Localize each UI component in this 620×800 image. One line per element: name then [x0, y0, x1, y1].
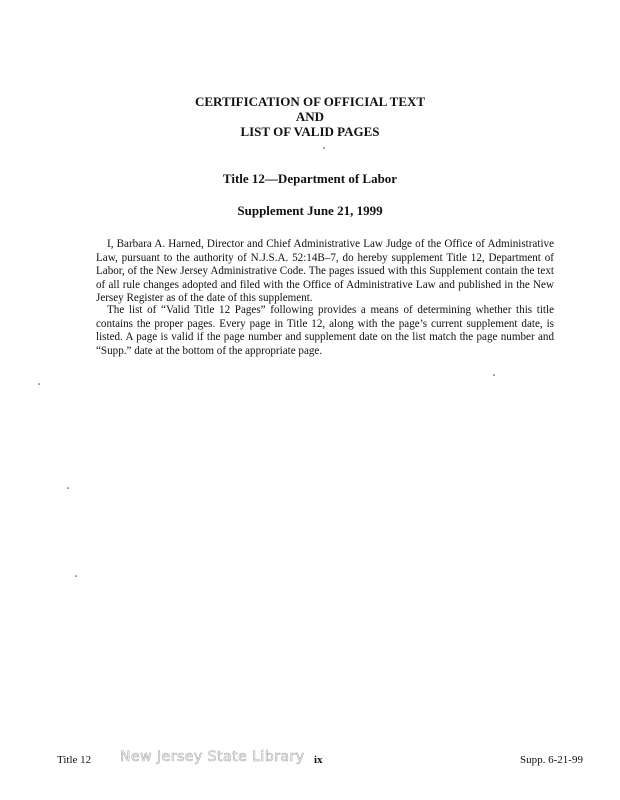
- footer-title: Title 12: [57, 754, 92, 766]
- scan-speck: [323, 147, 325, 149]
- heading-line-3: LIST OF VALID PAGES: [240, 124, 380, 139]
- valid-pages-paragraph: The list of “Valid Title 12 Pages” following provides a means of determining whether this title contains the proper pages. Every page in Title 12, along with the page’s current supplement date, is listed. A page is valid if the page number and supplement date on the list match the page number and “Supp.” date at the bottom of the appropriate page.: [96, 304, 554, 357]
- certification-paragraph: I, Barbara A. Harned, Director and Chief Administrative Law Judge of the Office of Administrative Law, pursuant to the authority of N.J.S.A. 52:14B–7, do hereby supplement Title 12, Department of Labor, of the New Jersey Administrative Code. The pages issued with this Supplement contain the text of all rule changes adopted and filed with the Office of Administrative Law and published in the New Jersey Register as of the date of this supplement.: [96, 238, 554, 305]
- certification-heading: [0, 94, 620, 139]
- supplement-line: Supplement June 21, 1999: [237, 203, 383, 218]
- heading-line-2: AND: [295, 109, 325, 124]
- title-line: Title 12—Department of Labor: [222, 171, 398, 186]
- page-number: ix: [314, 754, 323, 766]
- scan-speck: [493, 374, 495, 376]
- footer-supplement-date: Supp. 6-21-99: [520, 754, 583, 766]
- scan-speck: [75, 575, 77, 577]
- heading-line-1: CERTIFICATION OF OFFICIAL TEXT: [194, 94, 426, 109]
- scan-speck: [67, 487, 69, 489]
- scan-speck: [38, 383, 40, 385]
- library-watermark: New Jersey State Library: [120, 749, 305, 765]
